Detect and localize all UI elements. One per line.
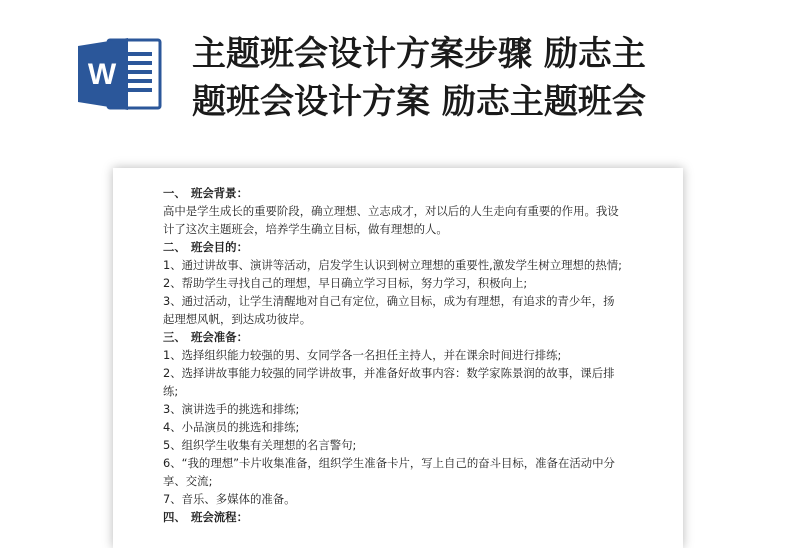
paragraph: 3、通过活动，让学生清醒地对自己有定位，确立目标，成为有理想，有追求的青少年，扬 — [163, 294, 615, 308]
section-heading: 二、 班会目的： — [163, 240, 248, 254]
page-title — [192, 30, 752, 126]
paragraph: 2、帮助学生寻找自己的理想，早日确立学习目标，努力学习，积极向上; — [163, 276, 528, 290]
paragraph: 7、音乐、多媒体的准备。 — [163, 492, 296, 506]
word-icon-letter: W — [87, 58, 117, 91]
section-heading: 三、 班会准备： — [163, 330, 248, 344]
paragraph: 起理想风帆，到达成功彼岸。 — [163, 312, 312, 326]
paragraph: 高中是学生成长的重要阶段，确立理想、立志成才，对以后的人生走向有重要的作用。我设 — [163, 204, 619, 218]
word-document-icon — [78, 36, 162, 112]
paragraph: 6、“我的理想”卡片收集准备，组织学生准备卡片，写上自己的奋斗目标，准备在活动中分 — [163, 456, 615, 470]
paragraph: 4、小品演员的挑选和排练; — [163, 420, 300, 434]
paragraph: 1、选择组织能力较强的男、女同学各一名担任主持人，并在课余时间进行排练; — [163, 348, 562, 362]
section-heading: 一、 班会背景： — [163, 186, 248, 200]
document-page — [113, 168, 683, 548]
title-line-2: 题班会设计方案 励志主题班会 — [192, 82, 646, 122]
paragraph: 5、组织学生收集有关理想的名言警句; — [163, 438, 357, 452]
title-line-1: 主题班会设计方案步骤 励志主 — [192, 34, 646, 74]
paragraph: 3、演讲选手的挑选和排练; — [163, 402, 300, 416]
header — [0, 0, 800, 150]
document-content — [163, 184, 641, 526]
section-heading: 四、 班会流程： — [163, 510, 248, 524]
paragraph: 2、选择讲故事能力较强的同学讲故事，并准备好故事内容：数学家陈景润的故事，课后排 — [163, 366, 615, 380]
paragraph: 练; — [163, 384, 179, 398]
paragraph: 享、交流; — [163, 474, 213, 488]
paragraph: 计了这次主题班会，培养学生确立目标，做有理想的人。 — [163, 222, 448, 236]
paragraph: 1、通过讲故事、演讲等活动，启发学生认识到树立理想的重要性,激发学生树立理想的热情; — [163, 258, 622, 272]
